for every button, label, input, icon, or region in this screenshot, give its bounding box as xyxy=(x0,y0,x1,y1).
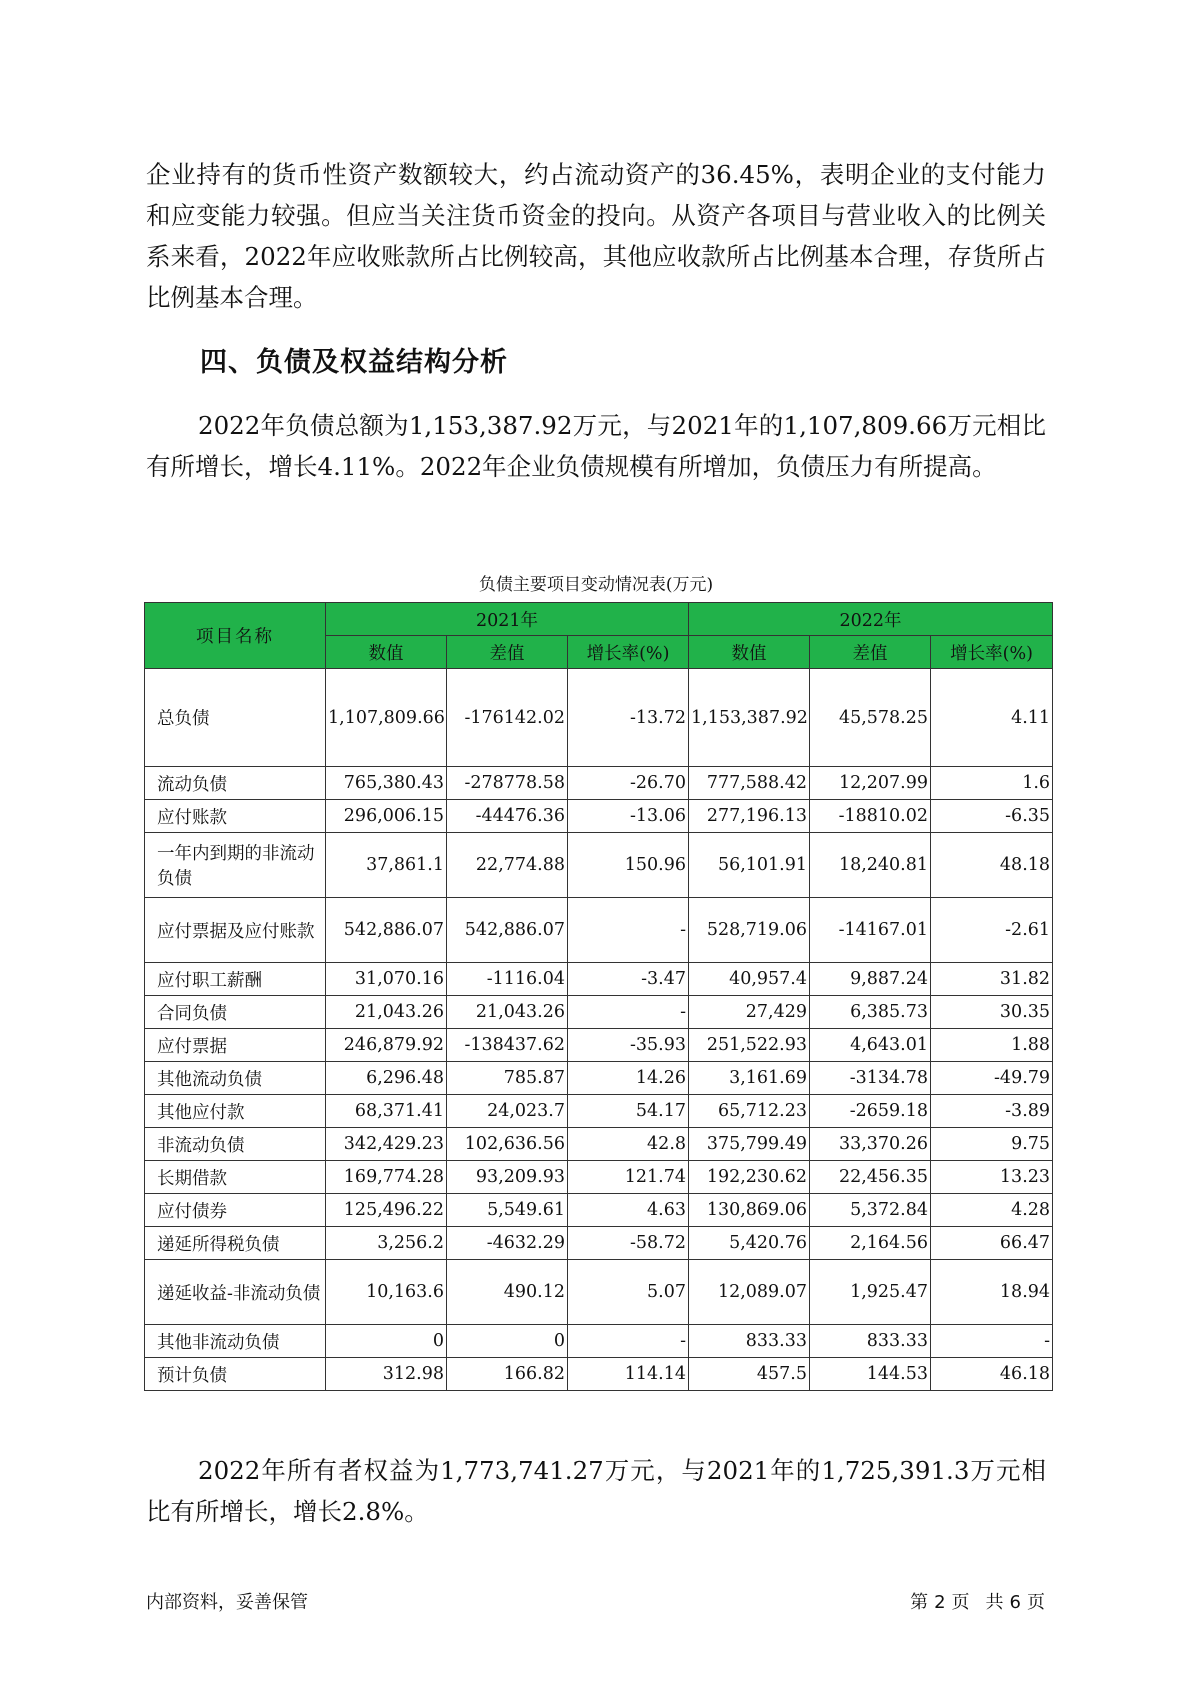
footer-page-number xyxy=(910,1588,1051,1614)
cell-item-name: 其他应付款 xyxy=(145,1095,326,1128)
cell-item-name: 应付账款 xyxy=(145,800,326,833)
cell-diff-2021: 0 xyxy=(447,1325,568,1358)
table-row xyxy=(145,1325,1053,1358)
cell-value-2021: 3,256.2 xyxy=(326,1227,447,1260)
cell-value-2022: 251,522.93 xyxy=(689,1029,810,1062)
cell-rate-2021: 114.14 xyxy=(568,1358,689,1391)
cell-rate-2022: 4.11 xyxy=(931,669,1053,767)
cell-rate-2021: -3.47 xyxy=(568,963,689,996)
cell-value-2022: 457.5 xyxy=(689,1358,810,1391)
cell-rate-2022: -2.61 xyxy=(931,898,1053,963)
header-value-2021: 数值 xyxy=(326,636,447,669)
cell-value-2022: 3,161.69 xyxy=(689,1062,810,1095)
cell-rate-2022: -49.79 xyxy=(931,1062,1053,1095)
cell-rate-2022: 1.88 xyxy=(931,1029,1053,1062)
cell-item-name: 总负债 xyxy=(145,669,326,767)
table-body xyxy=(145,669,1053,1391)
cell-rate-2022: -3.89 xyxy=(931,1095,1053,1128)
cell-rate-2021: 54.17 xyxy=(568,1095,689,1128)
cell-rate-2021: 14.26 xyxy=(568,1062,689,1095)
cell-value-2022: 12,089.07 xyxy=(689,1260,810,1325)
header-item-name: 项目名称 xyxy=(145,603,326,669)
cell-diff-2022: -18810.02 xyxy=(810,800,931,833)
table-row xyxy=(145,1194,1053,1227)
cell-diff-2022: 9,887.24 xyxy=(810,963,931,996)
cell-rate-2022: 9.75 xyxy=(931,1128,1053,1161)
cell-rate-2022: 31.82 xyxy=(931,963,1053,996)
table-row xyxy=(145,1062,1053,1095)
table-row xyxy=(145,898,1053,963)
cell-item-name: 应付债券 xyxy=(145,1194,326,1227)
cell-diff-2021: -44476.36 xyxy=(447,800,568,833)
cell-rate-2021: 5.07 xyxy=(568,1260,689,1325)
cell-value-2021: 0 xyxy=(326,1325,447,1358)
cell-diff-2022: 1,925.47 xyxy=(810,1260,931,1325)
cell-value-2021: 21,043.26 xyxy=(326,996,447,1029)
cell-value-2022: 528,719.06 xyxy=(689,898,810,963)
cell-rate-2022: 66.47 xyxy=(931,1227,1053,1260)
cell-rate-2022: 13.23 xyxy=(931,1161,1053,1194)
header-year-2022: 2022年 xyxy=(689,603,1053,636)
cell-value-2021: 312.98 xyxy=(326,1358,447,1391)
footer-confidential-note: 内部资料，妥善保管 xyxy=(146,1592,308,1613)
paragraph-liability-text: 2022年负债总额为1,153,387.92万元，与2021年的1,107,809.66万元相比有所增长，增长4.11%。2022年企业负债规模有所增加，负债压力有所提高。 xyxy=(146,411,1046,481)
cell-value-2022: 40,957.4 xyxy=(689,963,810,996)
cell-diff-2021: -278778.58 xyxy=(447,767,568,800)
cell-rate-2022: -6.35 xyxy=(931,800,1053,833)
cell-value-2022: 65,712.23 xyxy=(689,1095,810,1128)
cell-rate-2022: 4.28 xyxy=(931,1194,1053,1227)
cell-rate-2021: 4.63 xyxy=(568,1194,689,1227)
cell-diff-2021: 24,023.7 xyxy=(447,1095,568,1128)
table-row xyxy=(145,963,1053,996)
page-unit: 页 xyxy=(951,1592,970,1613)
cell-rate-2021: -26.70 xyxy=(568,767,689,800)
cell-rate-2022: 18.94 xyxy=(931,1260,1053,1325)
cell-item-name: 长期借款 xyxy=(145,1161,326,1194)
cell-rate-2022: 30.35 xyxy=(931,996,1053,1029)
cell-diff-2022: 2,164.56 xyxy=(810,1227,931,1260)
cell-value-2021: 342,429.23 xyxy=(326,1128,447,1161)
cell-diff-2022: -2659.18 xyxy=(810,1095,931,1128)
cell-rate-2021: -35.93 xyxy=(568,1029,689,1062)
cell-diff-2022: 833.33 xyxy=(810,1325,931,1358)
table-row xyxy=(145,996,1053,1029)
cell-value-2021: 1,107,809.66 xyxy=(326,669,447,767)
table-row xyxy=(145,1358,1053,1391)
cell-value-2021: 542,886.07 xyxy=(326,898,447,963)
cell-value-2022: 375,799.49 xyxy=(689,1128,810,1161)
cell-rate-2021: 42.8 xyxy=(568,1128,689,1161)
header-diff-2021: 差值 xyxy=(447,636,568,669)
cell-value-2022: 777,588.42 xyxy=(689,767,810,800)
paragraph-equity-summary xyxy=(146,1450,1046,1532)
cell-item-name: 非流动负债 xyxy=(145,1128,326,1161)
cell-value-2021: 296,006.15 xyxy=(326,800,447,833)
cell-item-name: 其他非流动负债 xyxy=(145,1325,326,1358)
cell-item-name: 应付职工薪酬 xyxy=(145,963,326,996)
total-unit: 页 xyxy=(1027,1592,1045,1613)
table-row xyxy=(145,1029,1053,1062)
cell-diff-2021: 102,636.56 xyxy=(447,1128,568,1161)
cell-item-name: 一年内到期的非流动负债 xyxy=(145,833,326,898)
cell-value-2022: 277,196.13 xyxy=(689,800,810,833)
table-row xyxy=(145,767,1053,800)
cell-rate-2022: - xyxy=(931,1325,1053,1358)
table-row xyxy=(145,1227,1053,1260)
cell-rate-2021: -13.06 xyxy=(568,800,689,833)
cell-item-name: 预计负债 xyxy=(145,1358,326,1391)
table-caption: 负债主要项目变动情况表(万元) xyxy=(478,575,714,595)
cell-diff-2021: -1116.04 xyxy=(447,963,568,996)
cell-value-2021: 6,296.48 xyxy=(326,1062,447,1095)
header-rate-2022: 增长率(%) xyxy=(931,636,1053,669)
cell-diff-2022: 18,240.81 xyxy=(810,833,931,898)
header-rate-2021: 增长率(%) xyxy=(568,636,689,669)
cell-rate-2022: 1.6 xyxy=(931,767,1053,800)
section-heading: 四、负债及权益结构分析 xyxy=(200,347,508,378)
cell-diff-2021: -176142.02 xyxy=(447,669,568,767)
cell-rate-2021: 121.74 xyxy=(568,1161,689,1194)
paragraph-equity-text: 2022年所有者权益为1,773,741.27万元，与2021年的1,725,391.3万元相比有所增长，增长2.8%。 xyxy=(146,1456,1046,1526)
cell-value-2021: 31,070.16 xyxy=(326,963,447,996)
cell-item-name: 合同负债 xyxy=(145,996,326,1029)
cell-value-2022: 1,153,387.92 xyxy=(689,669,810,767)
cell-diff-2021: 785.87 xyxy=(447,1062,568,1095)
cell-value-2022: 27,429 xyxy=(689,996,810,1029)
cell-rate-2021: -13.72 xyxy=(568,669,689,767)
cell-diff-2022: 12,207.99 xyxy=(810,767,931,800)
cell-value-2021: 246,879.92 xyxy=(326,1029,447,1062)
cell-value-2022: 56,101.91 xyxy=(689,833,810,898)
paragraph-asset-analysis: 企业持有的货币性资产数额较大，约占流动资产的36.45%，表明企业的支付能力和应变能力较强。但应当关注货币资金的投向。从资产各项目与营业收入的比例关系来看，2022年应收账款所占比例较高，其他应收款所占比例基本合理，存货所占比例基本合理。 xyxy=(146,160,1046,312)
cell-rate-2022: 48.18 xyxy=(931,833,1053,898)
table-row xyxy=(145,1161,1053,1194)
cell-diff-2021: 93,209.93 xyxy=(447,1161,568,1194)
header-year-2021: 2021年 xyxy=(326,603,689,636)
page-number: 2 xyxy=(934,1592,946,1613)
cell-rate-2021: -58.72 xyxy=(568,1227,689,1260)
table-row xyxy=(145,1128,1053,1161)
cell-diff-2021: 22,774.88 xyxy=(447,833,568,898)
table-row xyxy=(145,800,1053,833)
cell-value-2021: 10,163.6 xyxy=(326,1260,447,1325)
cell-value-2021: 68,371.41 xyxy=(326,1095,447,1128)
table-row xyxy=(145,669,1053,767)
liability-table xyxy=(144,602,1053,1391)
cell-diff-2022: 6,385.73 xyxy=(810,996,931,1029)
cell-rate-2021: - xyxy=(568,996,689,1029)
total-pages: 6 xyxy=(1009,1592,1021,1613)
cell-diff-2022: 45,578.25 xyxy=(810,669,931,767)
cell-diff-2022: 33,370.26 xyxy=(810,1128,931,1161)
cell-diff-2022: 22,456.35 xyxy=(810,1161,931,1194)
cell-diff-2021: 490.12 xyxy=(447,1260,568,1325)
cell-value-2022: 130,869.06 xyxy=(689,1194,810,1227)
cell-diff-2021: 542,886.07 xyxy=(447,898,568,963)
cell-diff-2021: 5,549.61 xyxy=(447,1194,568,1227)
cell-item-name: 应付票据及应付账款 xyxy=(145,898,326,963)
header-value-2022: 数值 xyxy=(689,636,810,669)
cell-diff-2022: 144.53 xyxy=(810,1358,931,1391)
cell-diff-2022: 5,372.84 xyxy=(810,1194,931,1227)
cell-diff-2022: 4,643.01 xyxy=(810,1029,931,1062)
cell-item-name: 其他流动负债 xyxy=(145,1062,326,1095)
cell-item-name: 流动负债 xyxy=(145,767,326,800)
page-prefix: 第 xyxy=(910,1592,929,1613)
cell-rate-2021: - xyxy=(568,1325,689,1358)
cell-value-2022: 192,230.62 xyxy=(689,1161,810,1194)
cell-value-2021: 765,380.43 xyxy=(326,767,447,800)
paragraph-liability-summary xyxy=(146,405,1046,487)
cell-diff-2021: -4632.29 xyxy=(447,1227,568,1260)
cell-diff-2021: 21,043.26 xyxy=(447,996,568,1029)
cell-rate-2022: 46.18 xyxy=(931,1358,1053,1391)
table-row xyxy=(145,1095,1053,1128)
cell-rate-2021: - xyxy=(568,898,689,963)
table-row xyxy=(145,1260,1053,1325)
cell-item-name: 应付票据 xyxy=(145,1029,326,1062)
cell-diff-2022: -3134.78 xyxy=(810,1062,931,1095)
table-row xyxy=(145,833,1053,898)
cell-value-2022: 833.33 xyxy=(689,1325,810,1358)
cell-value-2022: 5,420.76 xyxy=(689,1227,810,1260)
header-diff-2022: 差值 xyxy=(810,636,931,669)
cell-rate-2021: 150.96 xyxy=(568,833,689,898)
cell-diff-2022: -14167.01 xyxy=(810,898,931,963)
cell-item-name: 递延所得税负债 xyxy=(145,1227,326,1260)
total-prefix: 共 xyxy=(985,1592,1004,1613)
cell-value-2021: 125,496.22 xyxy=(326,1194,447,1227)
cell-diff-2021: 166.82 xyxy=(447,1358,568,1391)
cell-value-2021: 37,861.1 xyxy=(326,833,447,898)
cell-value-2021: 169,774.28 xyxy=(326,1161,447,1194)
cell-item-name: 递延收益-非流动负债 xyxy=(145,1260,326,1325)
cell-diff-2021: -138437.62 xyxy=(447,1029,568,1062)
